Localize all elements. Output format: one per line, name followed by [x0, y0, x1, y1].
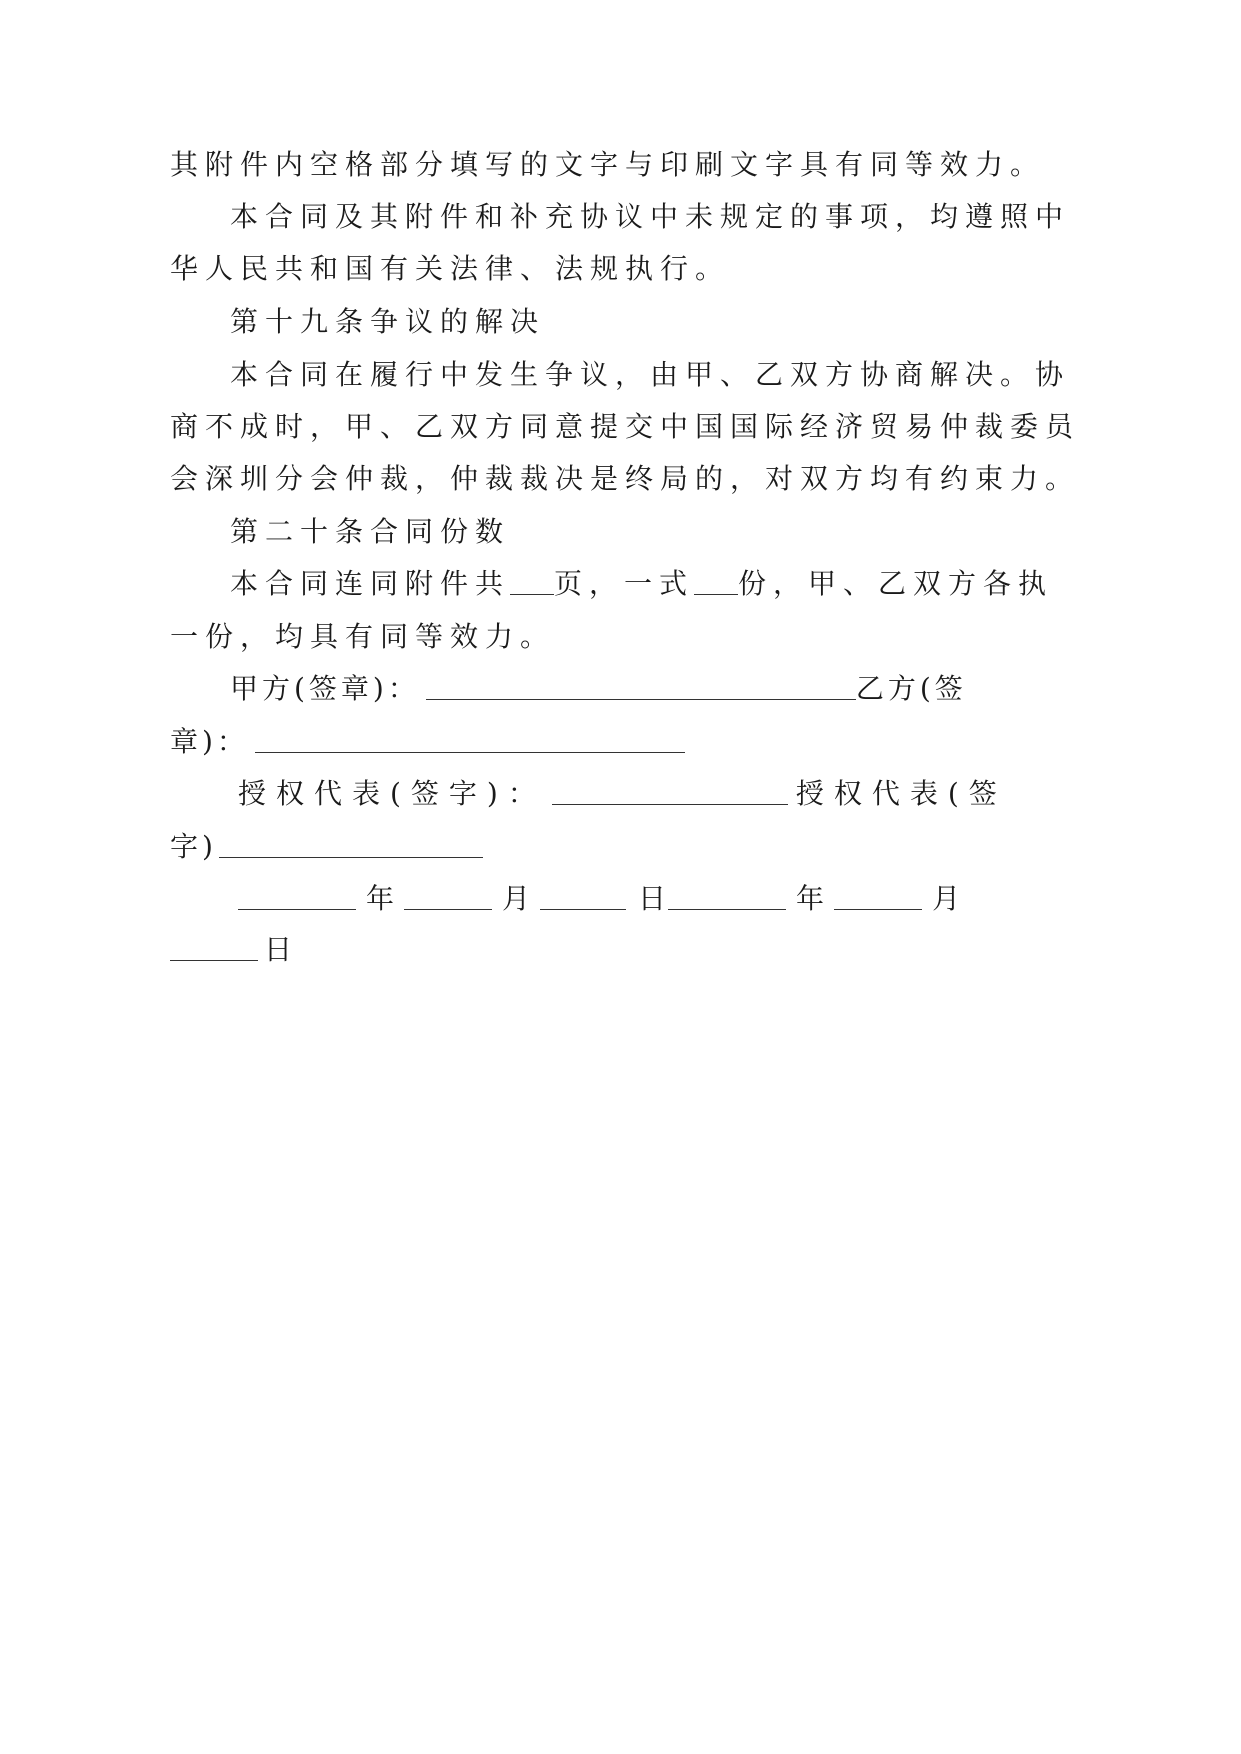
paragraph-line — [170, 455, 1080, 503]
day-b-blank[interactable] — [170, 930, 258, 961]
party-b-signature-blank[interactable] — [255, 722, 685, 753]
day-label-b: 日 — [264, 933, 293, 966]
representative-a-label: 授权代表(签字)： — [238, 777, 546, 810]
representative-b-blank[interactable] — [219, 827, 483, 858]
month-a-blank[interactable] — [404, 879, 492, 910]
representative-b-label-cont: 字) — [170, 830, 217, 863]
party-a-label: 甲方(签章)： — [230, 672, 420, 705]
year-label: 年 — [366, 882, 395, 915]
day-a-blank[interactable] — [540, 879, 626, 910]
paragraph-line — [230, 560, 1053, 608]
text-line: 商不成时，甲、乙双方同意提交中国国际经济贸易仲裁委员 — [170, 410, 1081, 443]
paragraph-line — [230, 193, 1070, 241]
paragraph-line — [170, 141, 1045, 189]
heading-text: 第二十条合同份数 — [230, 515, 511, 548]
party-a-signature-blank[interactable] — [426, 669, 856, 700]
representative-b-signature-line — [170, 823, 483, 871]
text-segment: 本合同连同附件共 — [230, 567, 511, 600]
paragraph-line — [170, 403, 1080, 451]
party-b-signature-line — [170, 718, 685, 766]
month-label-b: 月 — [932, 882, 961, 915]
text-line: 本合同及其附件和补充协议中未规定的事项，均遵照中 — [230, 200, 1071, 233]
text-line: 会深圳分会仲裁，仲裁裁决是终局的，对双方均有约束力。 — [170, 462, 1081, 495]
representative-a-blank[interactable] — [552, 774, 788, 805]
month-b-blank[interactable] — [834, 879, 922, 910]
date-line — [238, 875, 960, 923]
text-line: 其附件内空格部分填写的文字与印刷文字具有同等效力。 — [170, 148, 1046, 181]
text-segment: 份，甲、乙双方各执 — [738, 567, 1054, 600]
day-label: 日 — [638, 882, 667, 915]
text-segment: 页，一式 — [554, 567, 695, 600]
heading-text: 第十九条争议的解决 — [230, 305, 546, 338]
representative-b-label: 授权代表(签 — [795, 777, 1007, 810]
date-line-cont — [170, 926, 292, 974]
text-line: 一份，均具有同等效力。 — [170, 620, 556, 653]
year-b-blank[interactable] — [668, 879, 786, 910]
paragraph-line — [170, 613, 555, 661]
party-a-signature-line — [230, 665, 967, 713]
section-heading-19 — [230, 298, 545, 346]
text-line: 华人民共和国有关法律、法规执行。 — [170, 252, 731, 285]
section-heading-20 — [230, 508, 510, 556]
party-b-label: 乙方(签 — [855, 672, 967, 705]
representative-signature-line — [238, 770, 1007, 818]
year-a-blank[interactable] — [238, 879, 356, 910]
paragraph-line — [230, 351, 1070, 399]
text-line: 本合同在履行中发生争议，由甲、乙双方协商解决。协 — [230, 358, 1071, 391]
year-label-b: 年 — [796, 882, 825, 915]
party-b-label-cont: 章)： — [170, 725, 249, 758]
page-count-blank[interactable] — [510, 564, 554, 595]
copies-blank[interactable] — [694, 564, 738, 595]
month-label: 月 — [502, 882, 531, 915]
paragraph-line — [170, 245, 730, 293]
